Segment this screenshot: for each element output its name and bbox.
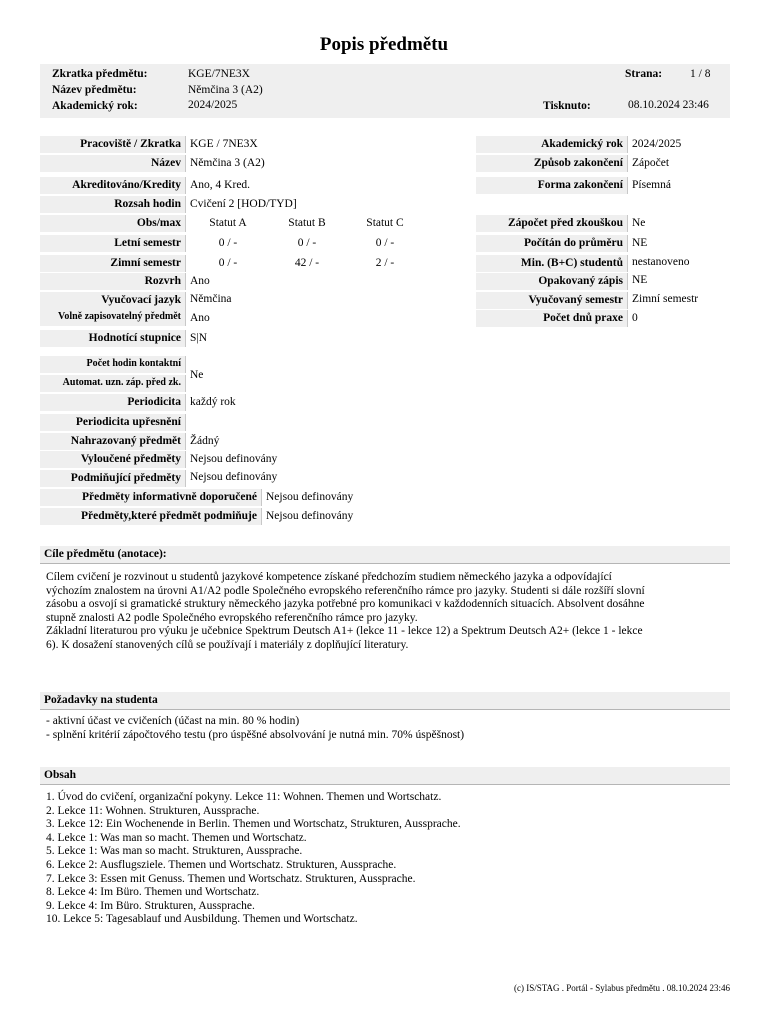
course-code-value: KGE/7NE3X [188, 68, 250, 80]
credit-before-exam-label: Zápočet před zkouškou [476, 215, 628, 232]
automatic-recognition-value: Ne [190, 369, 204, 381]
dependent-courses-label: Předměty,které předmět podmiňuje [40, 508, 262, 525]
content-item: 2. Lekce 11: Wohnen. Strukturen, Aussprache. [46, 804, 260, 817]
completion-method-label: Způsob zakončení [476, 155, 628, 172]
goals-line: výchozím znalostem na úrovni A1/A2 podle Společného evropského referenčního rámce pro jazyky. Studenti si dále rozšíří slovní [46, 584, 645, 597]
credit-before-exam-value: Ne [632, 217, 646, 229]
statut-a-header: Statut A [209, 217, 247, 229]
repeated-enrollment-value: NE [632, 274, 648, 286]
right-academic-year-value: 2024/2025 [632, 138, 682, 150]
content-item: 9. Lekce 4: Im Büro. Strukturen, Aussprache. [46, 899, 255, 912]
course-code-label: Zkratka předmětu: [52, 68, 148, 80]
accreditation-value: Ano, 4 Kred. [190, 179, 251, 191]
page-label: Strana: [625, 68, 663, 80]
summer-statut-b: 0 / - [297, 237, 317, 249]
schedule-value: Ano [190, 275, 210, 287]
free-enrollment-value: Ano [190, 312, 210, 324]
min-students-value: nestanoveno [632, 256, 690, 268]
course-name-value: Němčina 3 (A2) [188, 84, 263, 96]
practice-days-value: 0 [632, 312, 638, 324]
content-item: 5. Lekce 1: Was man so macht. Strukturen, Aussprache. [46, 845, 303, 858]
statut-b-header: Statut B [288, 217, 326, 229]
content-item: 8. Lekce 4: Im Büro. Themen und Wortschatz. [46, 886, 260, 899]
summer-statut-a: 0 / - [218, 237, 238, 249]
name-label: Název [40, 155, 186, 172]
schedule-label: Rozvrh [40, 273, 186, 290]
excluded-courses-value: Nejsou definovány [190, 453, 278, 465]
counted-average-label: Počítán do průměru [476, 235, 628, 252]
taught-semester-value: Zimní semestr [632, 293, 699, 305]
goals-line: stupně znalosti A2 podle Společného evropského referenčního rámce pro jazyky. [46, 611, 418, 624]
language-value: Němčina [190, 293, 232, 305]
automatic-recognition-label: Automat. uzn. záp. před zk. [40, 375, 186, 392]
prerequisite-courses-value: Nejsou definovány [190, 471, 278, 483]
completion-form-label: Forma zakončení [476, 177, 628, 194]
repeated-enrollment-label: Opakovaný zápis [476, 273, 628, 290]
accreditation-label: Akreditováno/Kredity [40, 177, 186, 194]
winter-statut-a: 0 / - [218, 257, 238, 269]
content-item: 1. Úvod do cvičení, organizační pokyny. Lekce 11: Wohnen. Themen und Wortschatz. [46, 791, 442, 803]
printed-label: Tisknuto: [543, 100, 591, 112]
practice-days-label: Počet dnů praxe [476, 310, 628, 327]
content-item: 6. Lekce 2: Ausflugsziele. Themen und Wortschatz. Strukturen, Aussprache. [46, 858, 397, 871]
goals-heading: Cíle předmětu (anotace): [44, 548, 167, 560]
counted-average-value: NE [632, 237, 648, 249]
content-item: 4. Lekce 1: Was man so macht. Themen und Wortschatz. [46, 831, 307, 844]
content-item: 3. Lekce 12: Ein Wochenende in Berlin. Themen und Wortschatz, Strukturen, Aussprache. [46, 818, 461, 831]
content-section-header [40, 767, 730, 785]
completion-form-value: Písemná [632, 179, 671, 191]
page-title: Popis předmětu [319, 34, 449, 55]
goals-line: Základní literaturou pro výuku je učebnice Spektrum Deutsch A1+ (lekce 11 - lekce 12) a Spektrum Deutsch A2+ (lekce 1 - lekce [46, 625, 643, 638]
taught-semester-label: Vyučovaný semestr [476, 292, 628, 309]
academic-year-value: 2024/2025 [188, 99, 238, 111]
content-list [46, 791, 726, 927]
requirements-text [46, 715, 726, 742]
course-name-label: Název předmětu: [52, 84, 137, 96]
content-item: 10. Lekce 5: Tagesablauf und Ausbildung. Themen und Wortschatz. [46, 913, 358, 926]
requirement-line: - aktivní účast ve cvičeních (účast na min. 80 % hodin) [46, 715, 300, 727]
academic-year-label: Akademický rok: [52, 100, 138, 112]
content-heading: Obsah [44, 769, 76, 781]
grading-scale-value: S|N [190, 332, 208, 344]
prerequisite-courses-label: Podmiňující předměty [40, 470, 186, 487]
excluded-courses-label: Vyloučené předměty [40, 451, 186, 468]
contact-hours-label: Počet hodin kontaktní [40, 356, 186, 373]
recommended-courses-label: Předměty informativně doporučené [40, 489, 262, 506]
periodicity-value: každý rok [190, 396, 236, 408]
hours-range-value: Cvičení 2 [HOD/TYD] [190, 198, 297, 210]
content-item: 7. Lekce 3: Essen mit Genuss. Themen und Wortschatz. Strukturen, Aussprache. [46, 872, 416, 885]
right-academic-year-label: Akademický rok [476, 136, 628, 153]
goals-text [46, 571, 726, 653]
min-students-label: Min. (B+C) studentů [476, 255, 628, 272]
department-value: KGE / 7NE3X [190, 138, 258, 150]
replaced-course-value: Žádný [190, 435, 220, 447]
goals-section-header [40, 546, 730, 564]
free-enrollment-label: Volně zapisovatelný předmět [40, 309, 186, 326]
page-footer: (c) IS/STAG . Portál - Sylabus předmětu . 08.10.2024 23:46 [513, 983, 730, 993]
completion-method-value: Zápočet [632, 157, 670, 169]
grading-scale-label: Hodnotící stupnice [40, 330, 186, 347]
page-number: 1 / 8 [690, 68, 711, 80]
goals-line: 6). K dosažení stanovených cílů se používají i materiály z doplňující literatury. [46, 638, 409, 651]
winter-statut-b: 42 / - [294, 257, 320, 269]
requirements-section-header [40, 692, 730, 710]
summer-statut-c: 0 / - [375, 237, 395, 249]
goals-line: Cílem cvičení je rozvinout u studentů jazykové kompetence získané předchozím studiem německého jazyka a odpovídající [46, 571, 612, 583]
department-label: Pracoviště / Zkratka [40, 136, 186, 153]
statut-header-label: Obs/max [40, 215, 186, 232]
hours-range-label: Rozsah hodin [40, 196, 186, 213]
language-label: Vyučovací jazyk [40, 292, 186, 309]
replaced-course-label: Nahrazovaný předmět [40, 433, 186, 450]
name-value: Němčina 3 (A2) [190, 157, 265, 169]
goals-line: zásobu a osvojí si gramatické struktury německého jazyka potřebné pro komunikaci v každodenních situacích. Absolvent dosáhne [46, 598, 645, 611]
requirement-line: - splnění kritérií zápočtového testu (pro úspěšné absolvování je nutná min. 70% úspěšnost) [46, 728, 465, 741]
periodicity-detail-label: Periodicita upřesnění [40, 414, 186, 431]
statut-c-header: Statut C [366, 217, 404, 229]
requirements-heading: Požadavky na studenta [44, 694, 158, 706]
printed-value: 08.10.2024 23:46 [628, 99, 709, 111]
dependent-courses-value: Nejsou definovány [266, 510, 354, 522]
recommended-courses-value: Nejsou definovány [266, 491, 354, 503]
winter-statut-c: 2 / - [375, 257, 395, 269]
periodicity-label: Periodicita [40, 394, 186, 411]
summer-semester-label: Letní semestr [40, 235, 186, 252]
winter-semester-label: Zimní semestr [40, 255, 186, 272]
